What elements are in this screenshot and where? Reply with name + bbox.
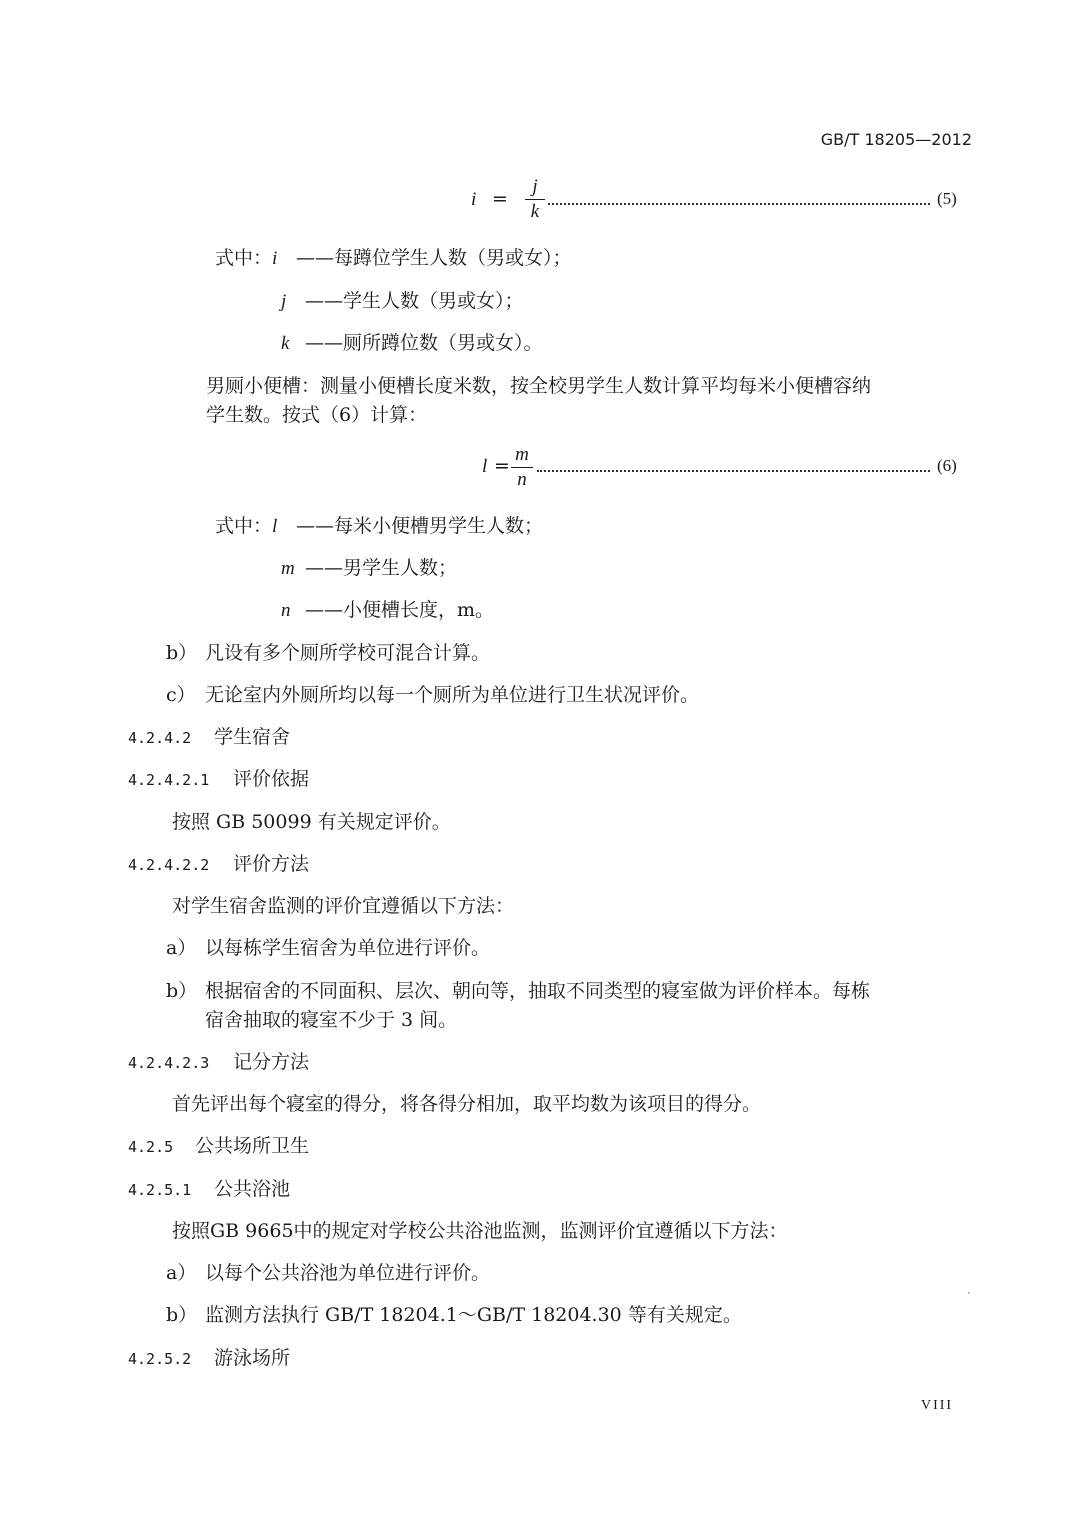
list-marker: b） bbox=[166, 1304, 198, 1326]
section-heading: 4.2.4.2.2 评价方法 bbox=[128, 853, 310, 875]
paragraph: 按照GB 9665中的规定对学校公共浴池监测，监测评价宜遵循以下方法： bbox=[172, 1220, 788, 1242]
section-heading: 4.2.5 公共场所卫生 bbox=[128, 1135, 310, 1157]
definition-line: 式中：i ——每蹲位学生人数（男或女）； bbox=[215, 247, 572, 269]
section-number: 4.2.4.2.1 bbox=[128, 771, 210, 789]
definition-line: m ——男学生人数； bbox=[281, 557, 458, 579]
definition-line: j ——学生人数（男或女）； bbox=[281, 290, 524, 312]
document-id: GB/T 18205—2012 bbox=[820, 130, 972, 149]
denominator: k bbox=[530, 201, 540, 222]
paragraph: 对学生宿舍监测的评价宜遵循以下方法： bbox=[172, 895, 515, 917]
definition-line: n ——小便槽长度，m。 bbox=[281, 599, 495, 621]
equation-number: (6) bbox=[937, 456, 957, 475]
leader-dots bbox=[548, 203, 930, 205]
section-heading: 4.2.5.1 公共浴池 bbox=[128, 1178, 291, 1200]
section-number: 4.2.4.2 bbox=[128, 729, 192, 747]
list-marker: a） bbox=[166, 937, 197, 959]
symbol: n bbox=[281, 600, 291, 621]
paragraph: 学生数。按式（6）计算： bbox=[206, 404, 428, 426]
numerator: m bbox=[515, 444, 529, 465]
section-number: 4.2.4.2.2 bbox=[128, 856, 210, 874]
section-heading: 4.2.4.2.1 评价依据 bbox=[128, 768, 310, 790]
section-number: 4.2.5.1 bbox=[128, 1181, 192, 1199]
section-heading: 4.2.5.2 游泳场所 bbox=[128, 1347, 291, 1369]
page-number: VIII bbox=[921, 1398, 954, 1413]
paragraph: 首先评出每个寝室的得分，将各得分相加，取平均数为该项目的得分。 bbox=[172, 1093, 762, 1115]
list-item-continuation: 宿舍抽取的寝室不少于 3 间。 bbox=[205, 1009, 458, 1031]
formula-lhs: i bbox=[471, 189, 477, 210]
section-number: 4.2.5 bbox=[128, 1138, 174, 1156]
symbol: k bbox=[281, 333, 290, 354]
list-item: b） 根据宿舍的不同面积、层次、朝向等，抽取不同类型的寝室做为评价样本。每栋 bbox=[166, 980, 871, 1002]
list-item: a） 以每个公共浴池为单位进行评价。 bbox=[166, 1262, 491, 1284]
fraction bbox=[525, 176, 545, 223]
list-item: a） 以每栋学生宿舍为单位进行评价。 bbox=[166, 937, 491, 959]
list-marker: a） bbox=[166, 1262, 197, 1284]
paragraph: 男厕小便槽：测量小便槽长度米数，按全校男学生人数计算平均每米小便槽容纳 bbox=[206, 375, 872, 397]
section-heading: 4.2.4.2 学生宿舍 bbox=[128, 726, 291, 748]
formula-equals: = bbox=[494, 455, 510, 477]
section-number: 4.2.5.2 bbox=[128, 1350, 192, 1368]
scan-speck bbox=[968, 1292, 970, 1294]
equation-number: (5) bbox=[937, 189, 957, 208]
symbol: m bbox=[281, 558, 295, 579]
numerator: j bbox=[532, 176, 538, 197]
list-item: b） 凡设有多个厕所学校可混合计算。 bbox=[166, 642, 491, 664]
symbol: j bbox=[281, 291, 287, 312]
section-number: 4.2.4.2.3 bbox=[128, 1054, 210, 1072]
list-item: b） 监测方法执行 GB/T 18204.1～GB/T 18204.30 等有关规定。 bbox=[166, 1304, 742, 1326]
list-item: c） 无论室内外厕所均以每一个厕所为单位进行卫生状况评价。 bbox=[166, 684, 700, 706]
denominator: n bbox=[517, 469, 527, 490]
list-marker: b） bbox=[166, 980, 198, 1002]
definition-line: k ——厕所蹲位数（男或女）。 bbox=[281, 332, 543, 354]
formula-equals: = bbox=[492, 188, 508, 210]
fraction-bar bbox=[511, 467, 533, 468]
leader-dots bbox=[537, 470, 930, 472]
formula-lhs: l bbox=[482, 456, 488, 477]
fraction bbox=[511, 444, 533, 491]
fraction-bar bbox=[525, 199, 545, 200]
symbol: l bbox=[272, 516, 278, 537]
paragraph: 按照 GB 50099 有关规定评价。 bbox=[172, 811, 451, 833]
definition-line: 式中：l ——每米小便槽男学生人数； bbox=[215, 515, 544, 537]
section-heading: 4.2.4.2.3 记分方法 bbox=[128, 1051, 310, 1073]
list-marker: b） bbox=[166, 642, 198, 664]
list-marker: c） bbox=[166, 684, 196, 706]
symbol: i bbox=[272, 248, 278, 269]
